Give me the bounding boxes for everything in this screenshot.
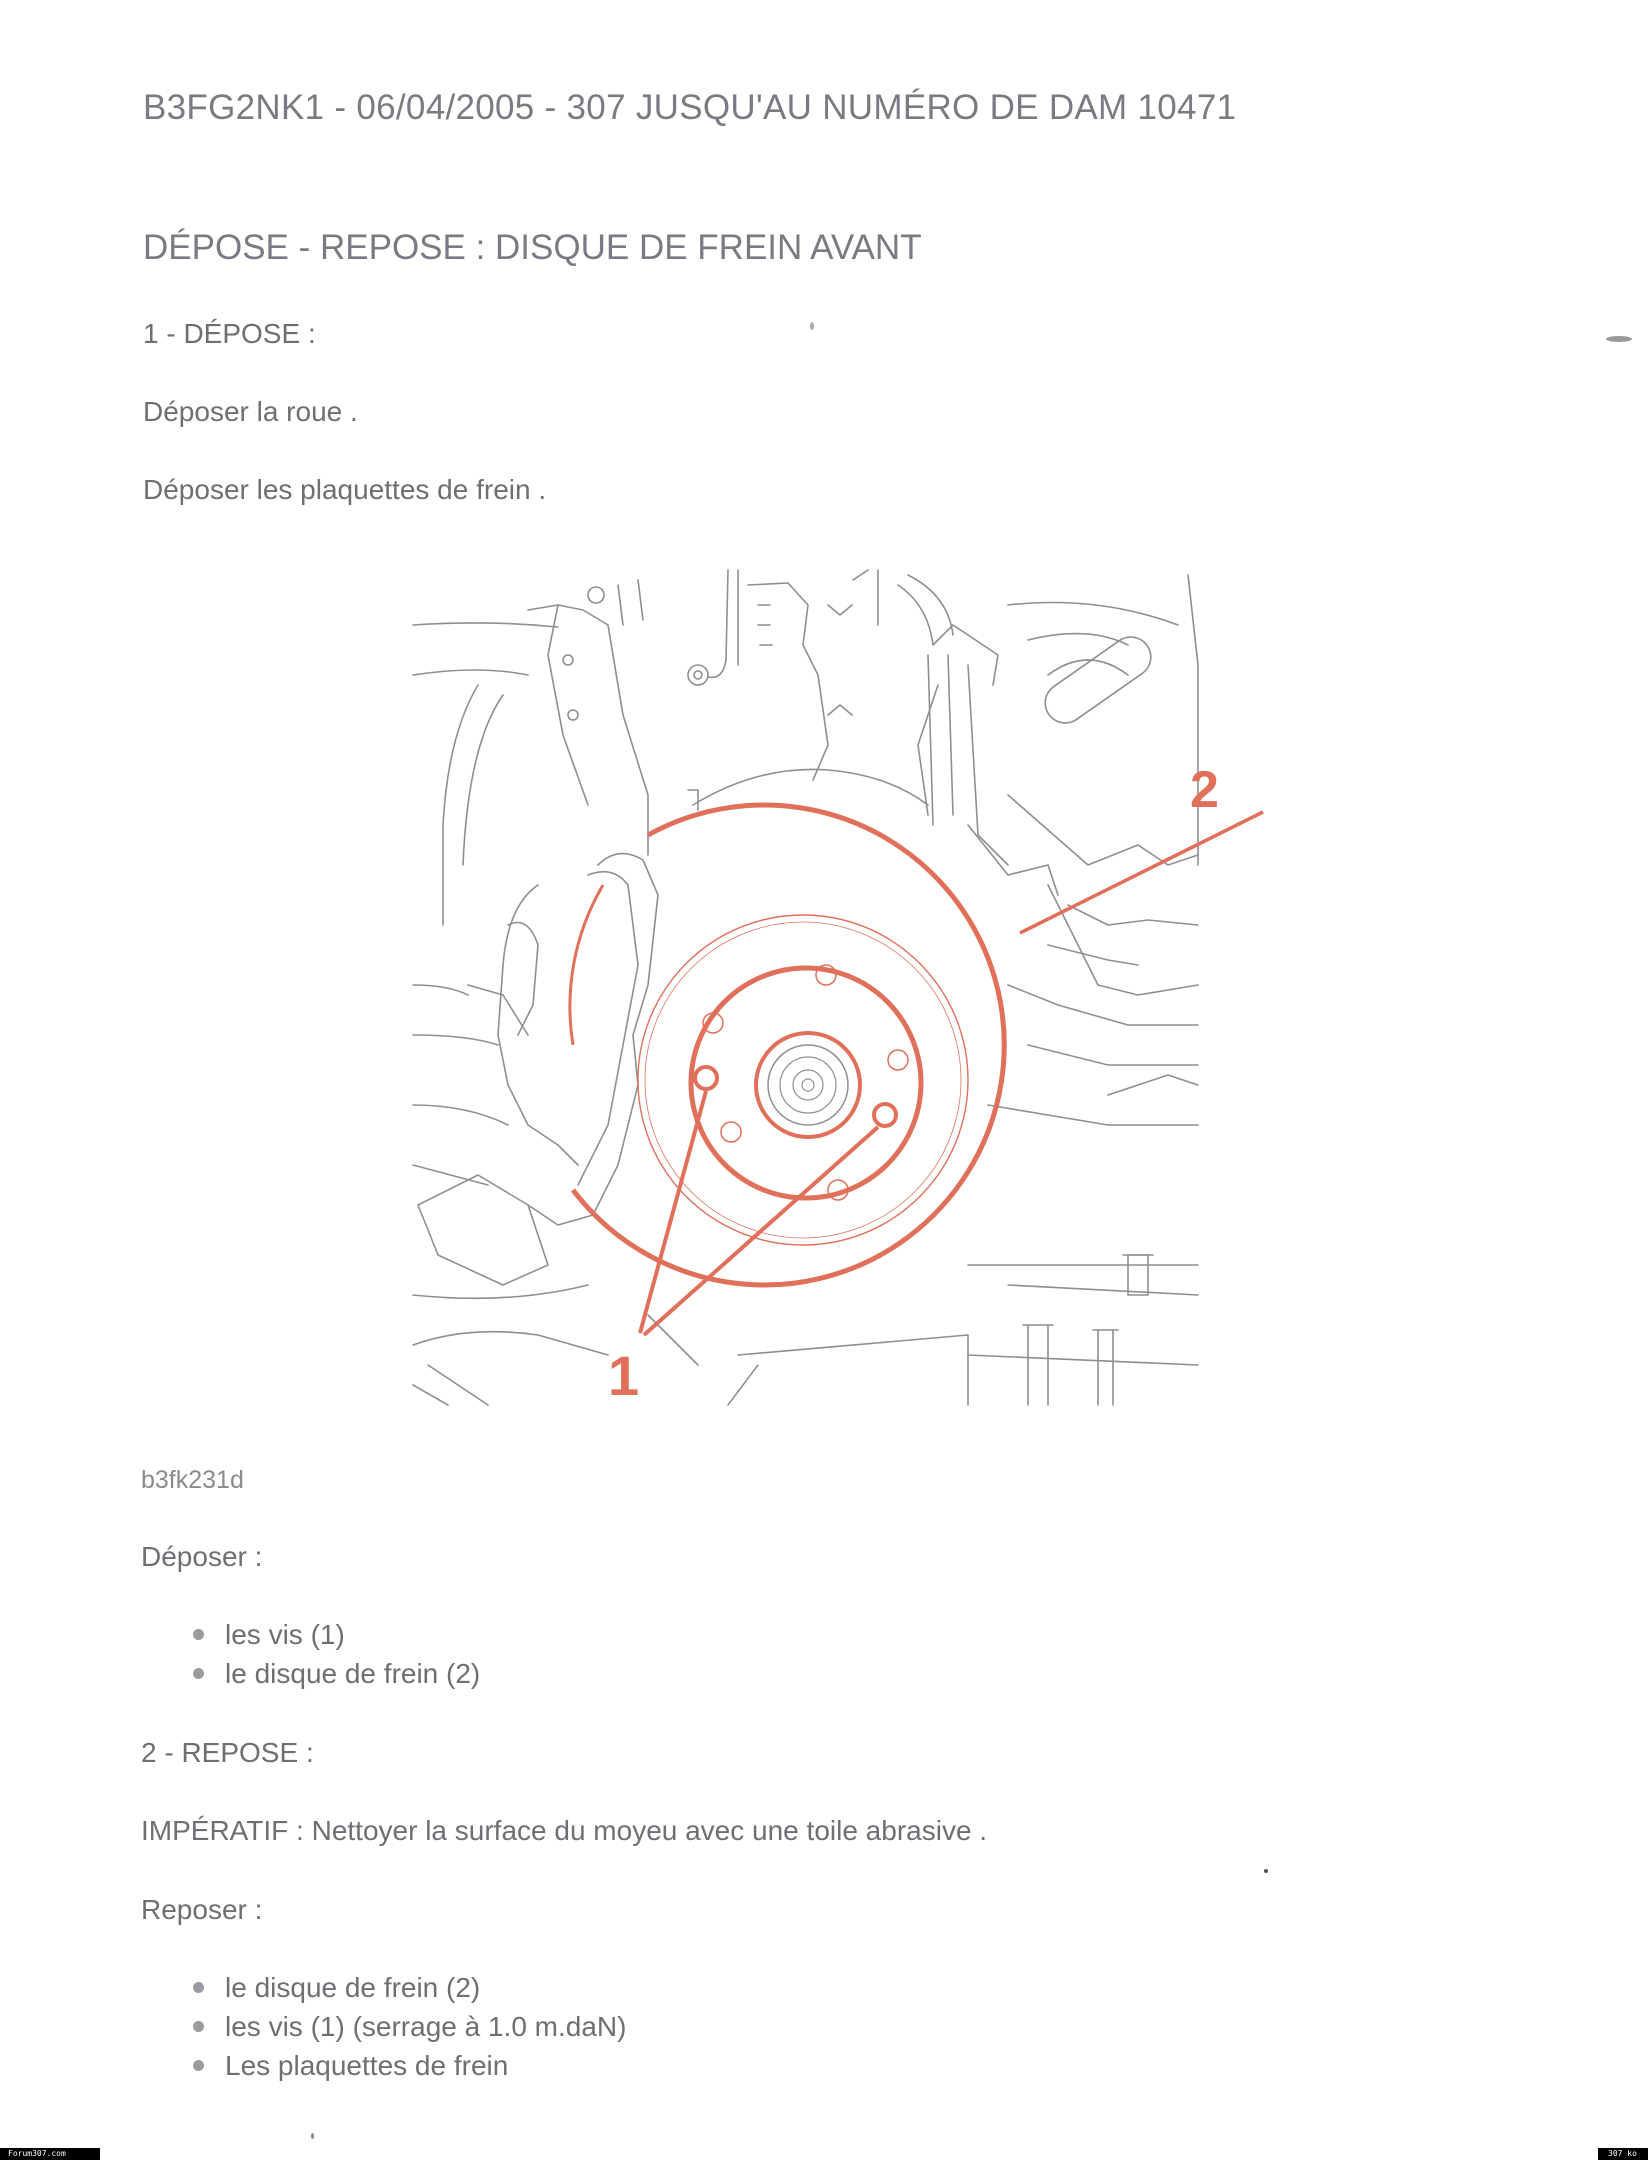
callout-2-leader (1020, 812, 1263, 933)
disc-screw-1b (874, 1104, 896, 1126)
repose-heading: 2 - REPOSE : (141, 1737, 314, 1768)
depose-heading: 1 - DÉPOSE : (143, 318, 316, 349)
list-item: Les plaquettes de frein (190, 2046, 626, 2085)
bullet (193, 2021, 204, 2032)
depose-step-remove-wheel: Déposer la roue . (143, 396, 358, 427)
callout-1-label: 1 (608, 1344, 640, 1407)
repose-imperatif: IMPÉRATIF : Nettoyer la surface du moyeu avec une toile abrasive . (141, 1815, 988, 1846)
bullet (193, 2060, 204, 2071)
footer-right-tag: 307 ko (1598, 2148, 1648, 2160)
callout-1-leader (640, 1091, 706, 1333)
stud-hole (888, 1050, 908, 1070)
section-title: DÉPOSE - REPOSE : DISQUE DE FREIN AVANT (143, 228, 922, 267)
repose-list-intro: Reposer : (141, 1894, 263, 1925)
hub-center-bore (756, 1033, 860, 1137)
scan-speck (1264, 1869, 1268, 1873)
callout-1-leader (644, 1127, 878, 1335)
list-item: les vis (1) (190, 1615, 480, 1654)
brake-disc-diagram (408, 565, 1219, 1407)
disc-screw-1a (695, 1067, 717, 1089)
list-item: le disque de frein (2) (190, 1968, 626, 2007)
hub-ring (691, 968, 921, 1198)
brake-disc-highlight (570, 805, 1263, 1335)
depose-list-intro: Déposer : (141, 1541, 263, 1572)
brake-disc-outer-edge (573, 805, 1004, 1285)
callout-2-label: 2 (1190, 761, 1219, 819)
list-item: le disque de frein (2) (190, 1654, 480, 1693)
bullet (193, 1629, 204, 1640)
bullet (193, 1982, 204, 1993)
repose-list (190, 1968, 626, 2085)
depose-step-remove-pads: Déposer les plaquettes de frein . (143, 474, 547, 505)
figure-caption: b3fk231d (141, 1466, 244, 1494)
scan-speck (1606, 336, 1632, 342)
stud-hole (721, 1122, 741, 1142)
document-header: B3FG2NK1 - 06/04/2005 - 307 JUSQU'AU NUMÉRO DE DAM 10471 (143, 88, 1237, 127)
list-item: les vis (1) (serrage à 1.0 m.daN) (190, 2007, 626, 2046)
bullet (193, 1668, 204, 1679)
depose-list (190, 1615, 480, 1693)
footer-left-tag: Forum307.com (0, 2148, 100, 2160)
scan-speck (810, 322, 814, 330)
scan-speck (311, 2133, 314, 2139)
